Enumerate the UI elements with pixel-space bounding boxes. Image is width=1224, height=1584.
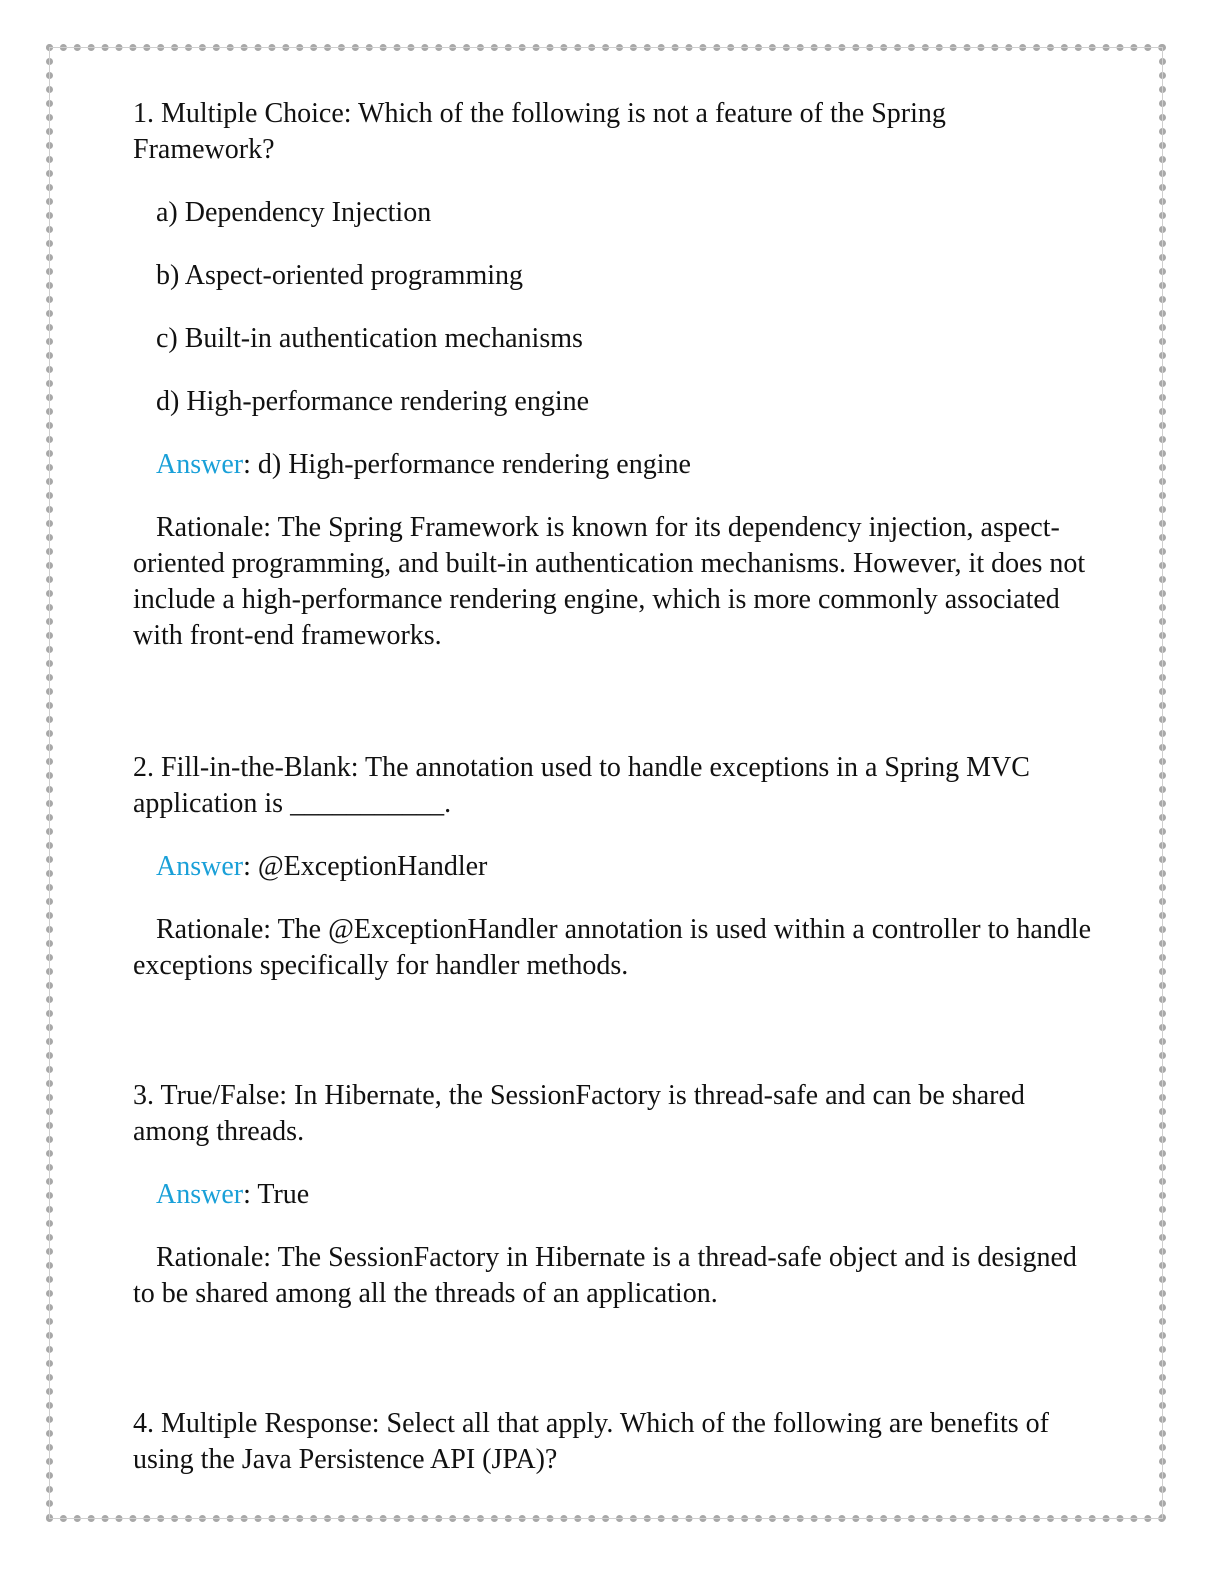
- answer-label: Answer: [156, 851, 244, 882]
- question-1-option-a: a) Dependency Injection: [156, 197, 432, 228]
- answer-label: Answer: [156, 449, 244, 480]
- answer-label: Answer: [156, 1179, 244, 1210]
- question-3-text: 3. True/False: In Hibernate, the SessionFactory is thread-safe and can be shared among threads.: [133, 1080, 1025, 1147]
- question-1-rationale: Rationale: The Spring Framework is known for its dependency injection, aspect-oriented programming, and built-in authentication mechanisms. However, it does not include a high-performance rendering engine, which is more commonly associated with front-end frameworks.: [133, 512, 1086, 651]
- question-4-text: 4. Multiple Response: Select all that apply. Which of the following are benefits of using the Java Persistence API (JPA)?: [133, 1408, 1050, 1475]
- question-1-answer: [156, 447, 1093, 483]
- answer-value: : @ExceptionHandler: [243, 851, 488, 882]
- question-3-rationale: Rationale: The SessionFactory in Hibernate is a thread-safe object and is designed to be shared among all the threads of an application.: [133, 1242, 1077, 1309]
- question-1-text: 1. Multiple Choice: Which of the following is not a feature of the Spring Framework?: [133, 98, 946, 165]
- question-1-option-d: d) High-performance rendering engine: [156, 386, 590, 417]
- question-3-answer: [156, 1177, 1093, 1213]
- question-1-option-c: c) Built-in authentication mechanisms: [156, 323, 583, 354]
- question-2-rationale: Rationale: The @ExceptionHandler annotation is used within a controller to handle exceptions specifically for handler methods.: [133, 914, 1092, 981]
- answer-value: : d) High-performance rendering engine: [243, 449, 691, 480]
- question-4: [133, 1406, 1093, 1478]
- question-1-option-b: b) Aspect-oriented programming: [156, 260, 524, 291]
- question-3: [133, 1078, 1093, 1312]
- question-2: [133, 750, 1093, 984]
- question-1: [133, 96, 1093, 654]
- answer-value: : True: [243, 1179, 310, 1210]
- question-2-text: 2. Fill-in-the-Blank: The annotation used to handle exceptions in a Spring MVC application is ___________.: [133, 752, 1030, 819]
- question-2-answer: [156, 849, 1093, 885]
